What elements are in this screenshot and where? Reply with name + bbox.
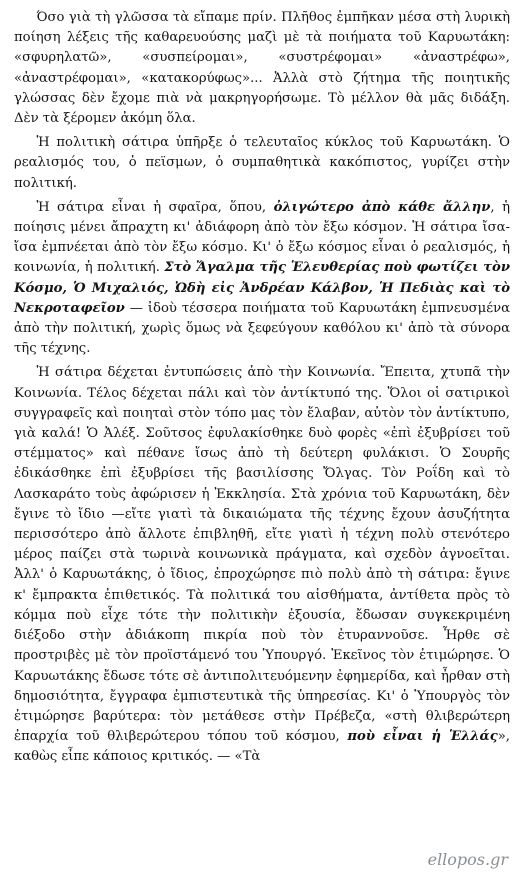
paragraph-3 (14, 198, 510, 360)
paragraph-2 (14, 133, 510, 194)
text-run: Ἡ σάτιρα δέχεται ἐντυπώσεις ἀπὸ τὴν Κοινωνία. Ἔπειτα, χτυπᾶ τὴν Κοινωνία. Τέλος δέχεται πάλι καὶ τὸν ἀντίκτυπό της. Ὅλοι οἱ σατιρικοὶ συγγραφεῖς καὶ ποιηταὶ στὸν τόπο μας τὸν ἔλαβαν, αὐτὸν τὸν ἀντίκτυπο, γιὰ καλά! Ὁ Ἀλέξ. Σοῦτσος ἐφυλακίσθηκε δυὸ φορὲς «ἐπὶ ἐξυβρίσει τοῦ στέμματος» καὶ πέθανε ἴσως ἀπὸ τὴ δεύτερη φυλάκισι. Ὁ Σουρῆς ἐδικάσθηκε ἐπὶ ἐξυβρίσει τῆς βασιλίσσης Ὄλγας. Τὸν Ροΐδη καὶ τὸ Λασκαράτο τοὺς ἀφώρισεν ἡ Ἐκκλησία. Στὰ χρόνια τοῦ Καρυωτάκη, δὲν ἔγινε τὸ ἴδιο —εἴτε γιατὶ τὰ δικαιώματα τῆς τέχνης ἔχουν ἀσυζήτητα περισσότερο ἀπὸ ἄλλοτε ἐπιβληθῆ, εἴτε γιατὶ ἡ τέχνη πολὺ στενότερο μέρος παίζει στὰ τωρινὰ κοινωνικὰ πράγματα, καὶ σχεδὸν ἀγνοεῖται. Ἀλλ' ὁ Καρυωτάκης, ὁ ἴδιος, ἐπροχώρησε πιὸ πολὺ ἀπὸ τὴ σάτιρα: ἔγινε κ' ἔμπρακτα ἐπιθετικός. Τὰ πολιτικά του αἰσθήματα, ἀντίθετα πρὸς τὸ κόμμα ποὺ εἶχε τότε τὴν πολιτικὴν ἐξουσία, ἔδωσαν συγκεκριμένη διέξοδο στὴν ἀδιάκοπη πικρία ποὺ τὸν ἐτυραννοῦσε. Ἦρθε σὲ προστριβὲς μὲ τὸν προϊστάμενό του Ὑπουργό. Ἐκεῖνος τὸν ἐτιμώρησε. Ὁ Καρυωτάκης ἔδωσε τότε σὲ ἀντιπολιτευόμενην ἐφημερίδα, καὶ ἦρθαν στὴ δημοσιότητα, ἔγγραφα ἐμπιστευτικὰ τῆς ὑπηρεσίας. Κι' ὁ Ὑπουργὸς τὸν ἐτιμώρησε βαρύτερα: τὸν μετάθεσε στὴν Πρέβεζα, «στὴ θλιβερώτερη ἐπαρχία τοῦ θλιβερώτερου τόπου τοῦ κόσμου, (14, 365, 510, 745)
text-run: », καθὼς εἶπε κάποιος κριτικός. — «Τὰ (14, 729, 510, 765)
text-run: — ἰδοὺ τέσσερα ποιήματα τοῦ Καρυωτάκη ἐμπνευσμένα ἀπὸ τὴν πολιτική, χωρὶς ὅμως νὰ ξεφεύγουν καθόλου κι' ἀπὸ τὰ σύνορα τῆς τέχνης. (14, 300, 510, 357)
emphasized-title: ὀλιγώτερο ἀπὸ κάθε ἄλλην (273, 199, 491, 215)
emphasized-title: ποὺ εἶναι ἡ Ἑλλάς (347, 729, 498, 745)
emphasized-title: Στὸ Ἄγαλμα τῆς Ἐλευθερίας ποὺ φωτίζει τὸν Κόσμο, Ὁ Μιχαλιός, Ὠδὴ εἰς Ἀνδρέαν Κάλβον, Ἡ Πεδιὰς καὶ τὸ Νεκροταφεῖον (14, 260, 510, 316)
site-watermark: ellopos.gr (427, 850, 508, 869)
text-run: , ἡ ποίησις μένει ἄπραχτη κι' ἀδιάφορη ἀπὸ τὸν ἔξω κόσμον. Ἡ σάτιρα ἴσα-ἴσα ἐμπνέεται ἀπὸ τὸν ἔξω κόσμο. Κι' ὁ ἔξω κόσμος εἶναι ὁ ρεαλισμός, ἡ κοινωνία, ἡ πολιτική. (14, 199, 510, 276)
text-body (14, 8, 510, 768)
paragraph-4 (14, 363, 510, 767)
text-run: Ἡ πολιτικὴ σάτιρα ὑπῆρξε ὁ τελευταῖος κύκλος τοῦ Καρυωτάκη. Ὁ ρεαλισμός του, ὁ πεϊσμων, ὁ συμπαθητικὰ κακόπιστος, γυρίζει στὴν πολιτική. (14, 135, 510, 191)
text-run: Όσο γιὰ τὴ γλῶσσα τὰ εἴπαμε πρίν. Πλῆθος ἐμπῆκαν μέσα στὴ λυρικὴ ποίηση λέξεις τῆς καθαρευούσης μαζὶ μὲ τὰ ποιήματα τοῦ Καρυωτάκη: «σφυρηλατῶ», «συσπείρομαι», «συστρέφομαι» «ἀναστρέφω», «ἀναστρέφομαι», «κατακορύφως»... Ἀλλὰ στὸ ζήτημα τῆς ποιητικῆς γλώσσας δὲν ἔχομε πιὰ νὰ μακρηγορήσωμε. Τὸ μέλλον θὰ μᾶς διδάξη. Δὲν τὰ ξέρομεν ἀκόμη ὅλα. (14, 10, 510, 127)
text-run: Ἡ σάτιρα εἶναι ἡ σφαῖρα, ὅπου, (36, 199, 274, 215)
paragraph-1 (14, 8, 510, 129)
